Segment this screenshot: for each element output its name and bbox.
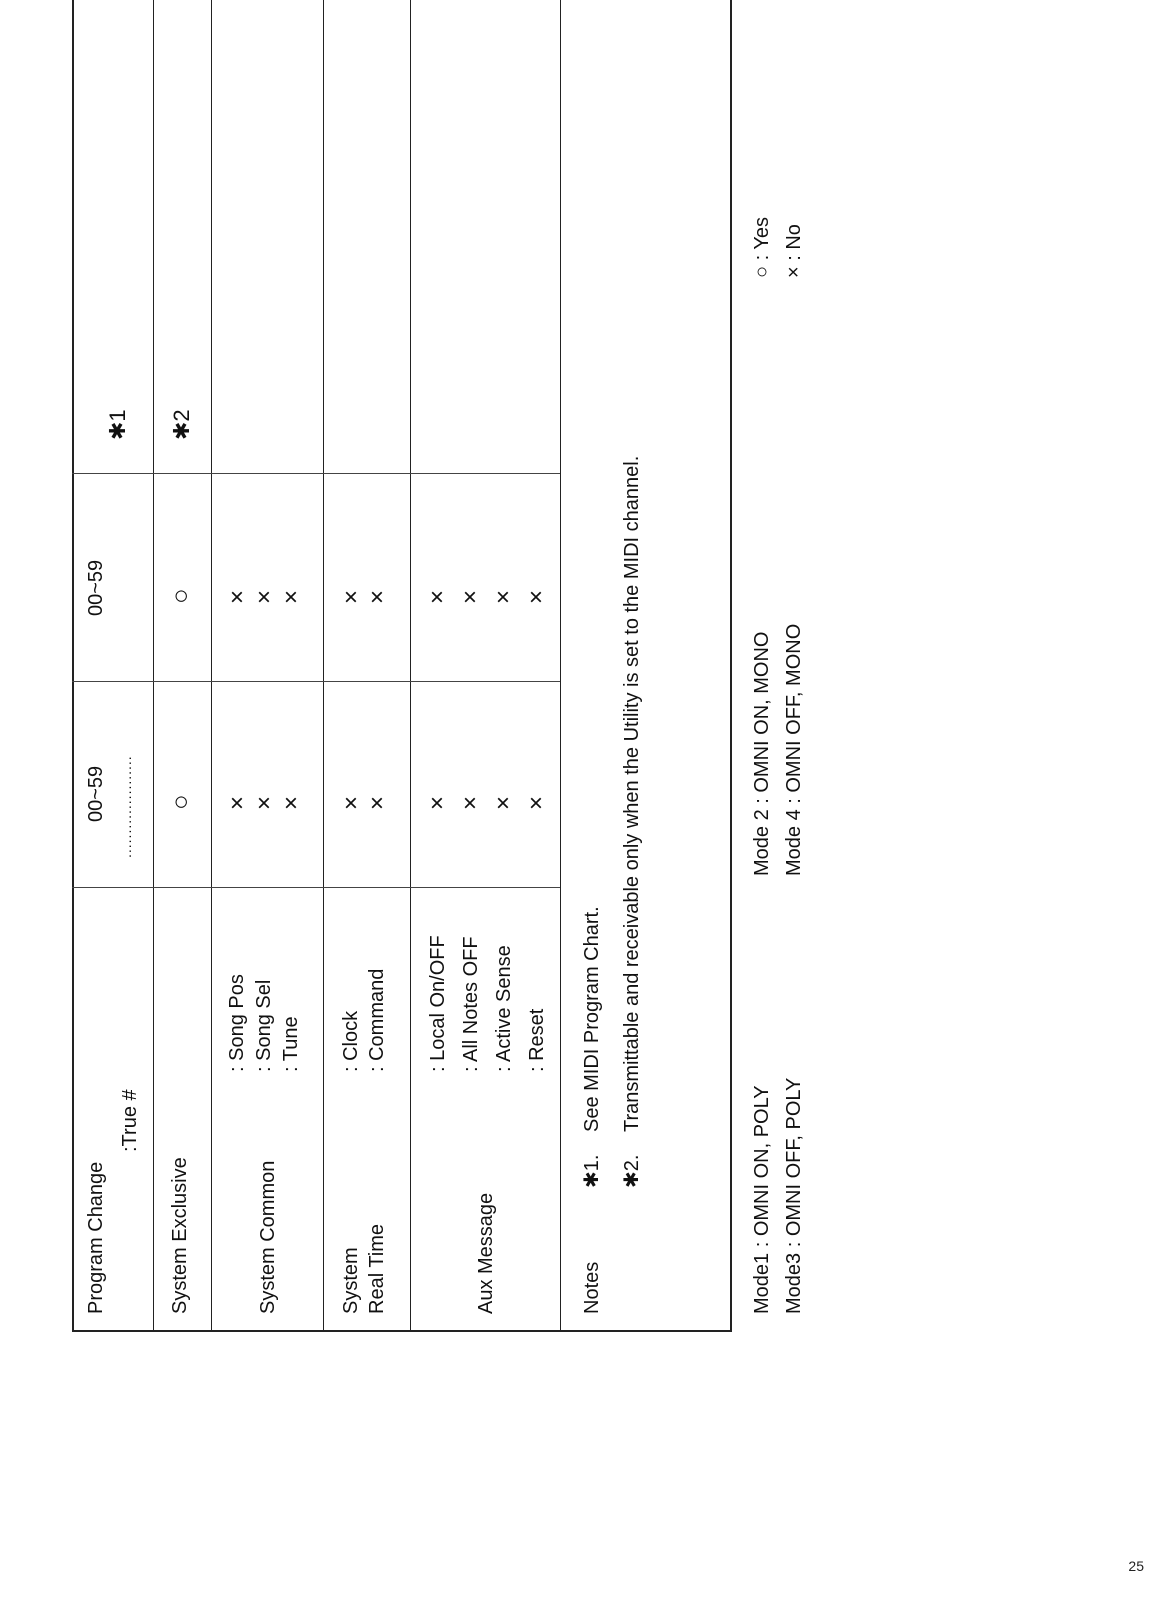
aux-message-item: : Local On/OFF (427, 935, 449, 1072)
table-left-edge (72, 1330, 730, 1332)
system-real-time-label-line: System (340, 1247, 362, 1314)
program-change-true-range: ..................... (118, 755, 134, 858)
aux-message-recognized-mark: × (424, 589, 451, 604)
system-common-item: : Song Sel (253, 979, 275, 1072)
system-real-time-transmitted-mark: × (338, 795, 365, 810)
notes-label: Notes (581, 1261, 603, 1314)
program-change-recognized: 00~59 (85, 559, 107, 616)
aux-message-recognized-mark: × (457, 589, 484, 604)
aux-message-items (422, 935, 554, 1072)
column-divider (72, 887, 560, 888)
program-change-true-label: :True # (119, 1089, 141, 1152)
row-divider (211, 0, 212, 1332)
row-divider (153, 0, 154, 1332)
system-common-recognized-mark: × (251, 589, 278, 604)
program-change-label: Program Change (85, 1161, 107, 1314)
mode-2: Mode 2 : OMNI ON, MONO (751, 631, 773, 876)
system-exclusive-recognized: ○ (165, 588, 195, 604)
aux-message-item: : All Notes OFF (460, 936, 482, 1072)
program-change-remarks: ✱1 (105, 409, 130, 440)
system-real-time-item: : Clock (340, 1010, 362, 1072)
note-1-marker: ✱1. (581, 1154, 603, 1188)
system-real-time-item: : Command (366, 968, 388, 1072)
system-common-label: System Common (257, 1160, 279, 1314)
mode-1: Mode1 : OMNI ON, POLY (751, 1085, 773, 1314)
row-divider (323, 0, 324, 1332)
aux-message-transmitted-mark: × (424, 795, 451, 810)
note-2-text: Transmittable and receivable only when the Utility is set to the MIDI channel. (621, 455, 643, 1132)
system-common-transmitted-mark: × (251, 795, 278, 810)
note-1-text: See MIDI Program Chart. (581, 906, 603, 1132)
system-real-time-label-line: Real Time (366, 1223, 388, 1314)
page-number: 25 (1128, 1558, 1144, 1574)
aux-message-recognized-mark: × (523, 589, 550, 604)
system-real-time-items (338, 969, 390, 1072)
system-common-recognized-mark: × (278, 589, 305, 604)
row-divider (560, 0, 561, 1332)
system-common-item: : Tune (280, 1016, 302, 1072)
aux-message-transmitted-mark: × (523, 795, 550, 810)
system-exclusive-transmitted: ○ (165, 794, 195, 810)
legend-yes: ○ : Yes (751, 216, 773, 278)
column-divider (72, 473, 560, 474)
system-exclusive-label: System Exclusive (169, 1157, 191, 1314)
program-change-transmitted: 00~59 (85, 765, 107, 822)
table-top-edge (72, 0, 74, 1332)
aux-message-item: : Reset (526, 1008, 548, 1072)
mode-3: Mode3 : OMNI OFF, POLY (783, 1077, 805, 1314)
system-common-item: : Song Pos (226, 974, 248, 1072)
note-2-marker: ✱2. (621, 1154, 643, 1188)
column-divider (72, 681, 560, 682)
system-common-transmitted-mark: × (224, 795, 251, 810)
system-real-time-transmitted-mark: × (364, 795, 391, 810)
table-bottom-edge (730, 0, 732, 1332)
system-real-time-label (338, 1224, 390, 1314)
aux-message-recognized-mark: × (490, 589, 517, 604)
aux-message-label: Aux Message (475, 1192, 497, 1314)
system-common-items (224, 974, 305, 1072)
aux-message-transmitted-mark: × (490, 795, 517, 810)
mode-4: Mode 4 : OMNI OFF, MONO (783, 623, 805, 876)
system-exclusive-remarks: ✱2 (169, 409, 194, 440)
row-divider (410, 0, 411, 1332)
aux-message-item: : Active Sense (493, 945, 515, 1072)
system-real-time-recognized-mark: × (338, 589, 365, 604)
system-common-recognized-mark: × (224, 589, 251, 604)
aux-message-transmitted-mark: × (457, 795, 484, 810)
system-real-time-recognized-mark: × (364, 589, 391, 604)
system-common-transmitted-mark: × (278, 795, 305, 810)
legend-no: × : No (783, 224, 805, 278)
